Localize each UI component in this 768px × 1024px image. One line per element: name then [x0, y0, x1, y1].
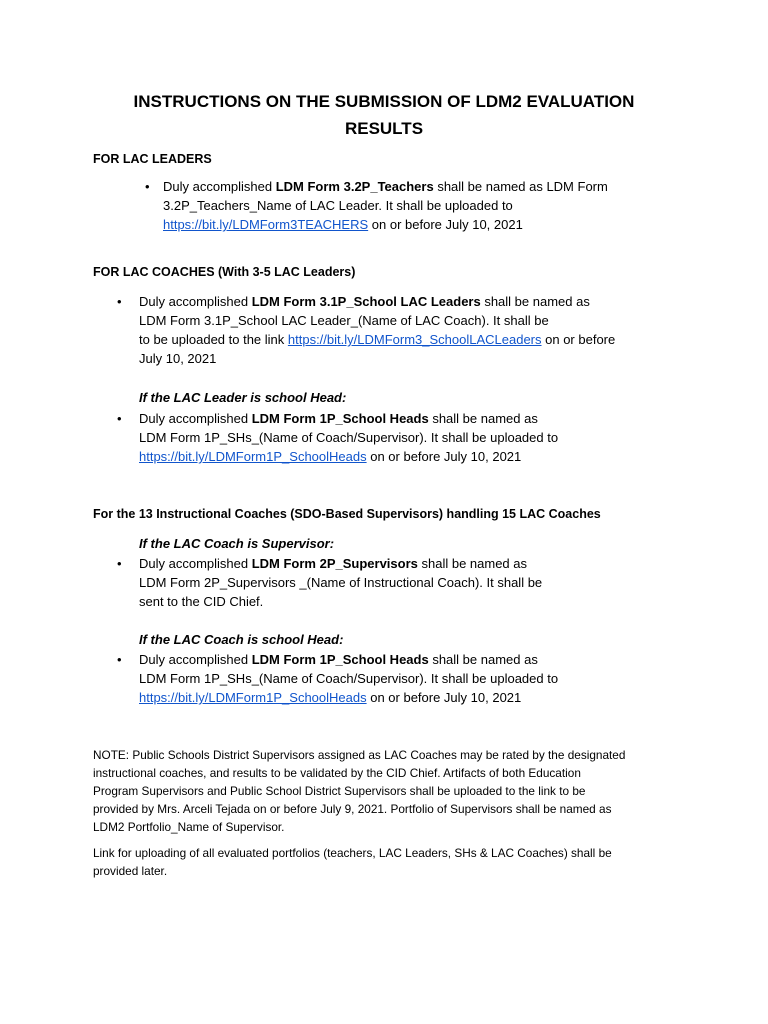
lac-coaches-b2-line-1 — [139, 409, 538, 428]
text-span: shall be named as — [480, 294, 590, 309]
lac-leaders-line-2: 3.2P_Teachers_Name of LAC Leader. It shall be uploaded to — [163, 198, 513, 213]
text-span: Duly accomplished — [139, 411, 252, 426]
final-line: provided later. — [93, 864, 168, 878]
note-line: NOTE: Public Schools District Supervisors assigned as LAC Coaches may be rated by the designated — [93, 748, 626, 762]
form-name: LDM Form 3.1P_School LAC Leaders — [251, 294, 481, 309]
text-span: on or before July 10, 2021 — [368, 217, 523, 232]
text-span: shall be named as — [428, 652, 538, 667]
title-line-1: INSTRUCTIONS ON THE SUBMISSION OF LDM2 EVALUATION — [133, 92, 635, 111]
instructional-b2-line-1 — [139, 650, 538, 669]
instructional-b1-line-1 — [139, 554, 527, 573]
lac-coaches-heading: FOR LAC COACHES (With 3-5 LAC Leaders) — [93, 265, 356, 279]
lac-coaches-b1-line-4: July 10, 2021 — [139, 351, 217, 366]
text-span: Duly accomplished — [139, 556, 252, 571]
text-span: shall be named as LDM Form — [433, 179, 608, 194]
lac-coach-school-head-subheading: If the LAC Coach is school Head: — [139, 632, 344, 647]
form-name: LDM Form 1P_School Heads — [251, 411, 429, 426]
note-line: Program Supervisors and Public School District Supervisors shall be uploaded to the link to be — [93, 784, 586, 798]
lac-coaches-b1-line-2: LDM Form 3.1P_School LAC Leader_(Name of LAC Coach). It shall be — [139, 313, 549, 328]
note-paragraph — [93, 746, 681, 836]
lac-coaches-b2-line-2: LDM Form 1P_SHs_(Name of Coach/Supervisor). It shall be uploaded to — [139, 430, 559, 445]
form-name: LDM Form 2P_Supervisors — [251, 556, 418, 571]
text-span: shall be named as — [428, 411, 538, 426]
instructional-b1-line-2: LDM Form 2P_Supervisors _(Name of Instructional Coach). It shall be — [139, 575, 543, 590]
note-line: LDM2 Portfolio_Name of Supervisor. — [93, 820, 285, 834]
upload-link-school-heads[interactable]: https://bit.ly/LDMForm1P_SchoolHeads — [139, 449, 367, 464]
lac-coaches-b1-line-1 — [139, 292, 590, 311]
text-span: shall be named as — [417, 556, 527, 571]
instructional-b1-line-3: sent to the CID Chief. — [139, 594, 264, 609]
form-name: LDM Form 3.2P_Teachers — [275, 179, 434, 194]
form-name: LDM Form 1P_School Heads — [251, 652, 429, 667]
lac-leaders-line-1 — [163, 177, 608, 196]
bullet-dot: • — [145, 179, 150, 194]
note-line: instructional coaches, and results to be validated by the CID Chief. Artifacts of both Education — [93, 766, 581, 780]
text-span: Duly accomplished — [139, 652, 252, 667]
bullet-dot: • — [117, 652, 122, 667]
text-span: to be uploaded to the link — [139, 332, 288, 347]
instructional-coaches-heading: For the 13 Instructional Coaches (SDO-Based Supervisors) handling 15 LAC Coaches — [93, 507, 601, 521]
bullet-dot: • — [117, 294, 122, 309]
lac-coach-supervisor-subheading: If the LAC Coach is Supervisor: — [139, 536, 335, 551]
upload-link-school-lac-leaders[interactable]: https://bit.ly/LDMForm3_SchoolLACLeaders — [287, 332, 542, 347]
lac-leaders-line-3 — [163, 215, 523, 234]
upload-link-teachers[interactable]: https://bit.ly/LDMForm3TEACHERS — [163, 217, 369, 232]
text-span: Duly accomplished — [139, 294, 252, 309]
lac-leader-school-head-subheading: If the LAC Leader is school Head: — [139, 390, 347, 405]
instructional-b2-line-2: LDM Form 1P_SHs_(Name of Coach/Supervisor). It shall be uploaded to — [139, 671, 559, 686]
upload-link-school-heads-2[interactable]: https://bit.ly/LDMForm1P_SchoolHeads — [139, 690, 367, 705]
title-line-2: RESULTS — [344, 119, 424, 138]
final-line: Link for uploading of all evaluated portfolios (teachers, LAC Leaders, SHs & LAC Coaches) shall be — [93, 846, 612, 860]
text-span: on or before July 10, 2021 — [366, 690, 522, 705]
text-span: on or before July 10, 2021 — [366, 449, 522, 464]
document-title — [100, 88, 668, 142]
final-paragraph — [93, 844, 681, 880]
bullet-dot: • — [117, 556, 122, 571]
lac-coaches-b2-line-3 — [139, 447, 521, 466]
lac-coaches-b1-line-3 — [139, 330, 615, 349]
lac-leaders-heading: FOR LAC LEADERS — [93, 152, 212, 166]
bullet-dot: • — [117, 411, 122, 426]
text-span: on or before — [541, 332, 616, 347]
instructional-b2-line-3 — [139, 688, 521, 707]
text-span: Duly accomplished — [163, 179, 276, 194]
note-line: provided by Mrs. Arceli Tejada on or before July 9, 2021. Portfolio of Supervisors shall be named as — [93, 802, 612, 816]
